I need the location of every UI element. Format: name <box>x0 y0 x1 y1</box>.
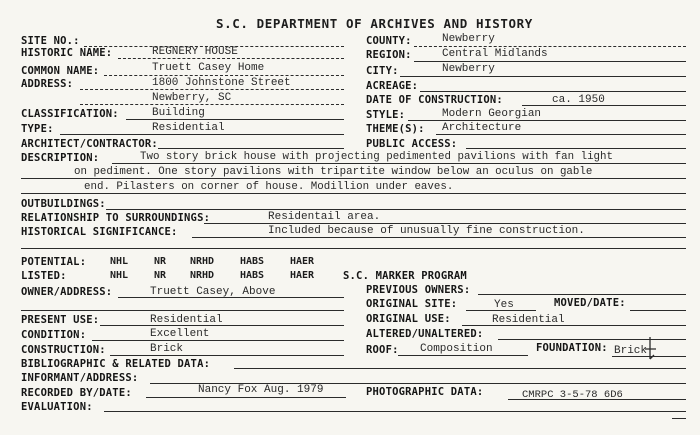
description-label: DESCRIPTION: <box>21 152 100 164</box>
listed-habs[interactable]: HABS <box>240 270 265 281</box>
date-construction-label: DATE OF CONSTRUCTION: <box>366 94 503 106</box>
outbuildings-line <box>106 209 686 210</box>
condition-label: CONDITION: <box>21 329 87 341</box>
potential-habs[interactable]: HABS <box>240 256 265 267</box>
listed-haer[interactable]: HAER <box>290 270 315 281</box>
common-name-line <box>104 75 344 76</box>
photographic-value: CMRPC 3-5-78 6D6 <box>522 389 623 401</box>
construction-label: CONSTRUCTION: <box>21 344 106 356</box>
listed-nhl[interactable]: NHL <box>110 270 129 281</box>
previous-owners-line <box>478 294 686 295</box>
date-construction-value: ca. 1950 <box>552 94 605 106</box>
form-header: S.C. DEPARTMENT OF ARCHIVES AND HISTORY <box>216 16 533 31</box>
bibliography-line <box>234 368 686 369</box>
relationship-label: RELATIONSHIP TO SURROUNDINGS: <box>21 212 211 224</box>
potential-nr[interactable]: NR <box>154 256 167 267</box>
condition-line <box>92 340 344 341</box>
acreage-label: ACREAGE: <box>366 80 419 92</box>
city-value: Newberry <box>442 63 495 75</box>
marker-program-label: S.C. MARKER PROGRAM <box>343 270 467 282</box>
significance-label: HISTORICAL SIGNIFICANCE: <box>21 226 178 238</box>
themes-value: Architecture <box>442 122 522 134</box>
construction-value: Brick <box>150 343 184 355</box>
address-line1-value: 1800 Johnstone Street <box>152 77 291 89</box>
altered-label: ALTERED/UNALTERED: <box>366 328 484 340</box>
owner-address-line1 <box>118 297 344 298</box>
listed-label: LISTED: <box>21 270 67 282</box>
potential-nhl[interactable]: NHL <box>110 256 129 267</box>
description-line2: on pediment. One story pavilions with tripartite window below an oculus on gable <box>74 166 593 178</box>
type-label: TYPE: <box>21 123 54 135</box>
roof-value: Composition <box>420 343 493 355</box>
city-line <box>400 76 686 77</box>
description-line3: end. Pilasters on corner of house. Modillion under eaves. <box>84 181 454 193</box>
architect-label: ARCHITECT/CONTRACTOR: <box>21 138 158 150</box>
address-line2-value: Newberry, SC <box>152 92 232 104</box>
original-use-line <box>462 325 686 326</box>
date-construction-line <box>522 105 686 106</box>
type-value: Residential <box>152 122 225 134</box>
common-name-value: Truett Casey Home <box>152 62 265 74</box>
bibliography-label: BIBLIOGRAPHIC & RELATED DATA: <box>21 358 211 370</box>
significance-line <box>192 237 686 238</box>
city-label: CITY: <box>366 65 399 77</box>
classification-label: CLASSIFICATION: <box>21 108 119 120</box>
section-divider <box>21 248 686 249</box>
historic-name-line <box>118 58 344 59</box>
moved-date-line <box>630 310 686 311</box>
original-site-value: Yes <box>494 299 514 311</box>
evaluation-line <box>104 411 686 412</box>
architect-line <box>158 148 344 149</box>
public-access-label: PUBLIC ACCESS: <box>366 138 458 150</box>
type-line <box>60 134 344 135</box>
present-use-line <box>100 325 344 326</box>
county-line <box>414 46 686 47</box>
historic-name-label: HISTORIC NAME: <box>21 47 113 59</box>
potential-label: POTENTIAL: <box>21 256 87 268</box>
original-use-label: ORIGINAL USE: <box>366 313 451 325</box>
roof-line <box>398 355 528 356</box>
owner-address-value: Truett Casey, Above <box>150 286 276 298</box>
style-label: STYLE: <box>366 109 406 121</box>
listed-nr[interactable]: NR <box>154 270 167 281</box>
original-site-line <box>466 310 536 311</box>
significance-value: Included because of unusually fine construction. <box>268 225 585 237</box>
informant-label: INFORMANT/ADDRESS: <box>21 372 139 384</box>
historic-name-value: REGNERY HOUSE <box>152 46 238 58</box>
description-rule3 <box>21 193 686 194</box>
description-rule1 <box>112 163 686 164</box>
foundation-label: FOUNDATION: <box>536 342 608 354</box>
classification-value: Building <box>152 107 205 119</box>
potential-haer[interactable]: HAER <box>290 256 315 267</box>
region-value: Central Midlands <box>442 48 548 60</box>
potential-nrhd[interactable]: NRHD <box>190 256 215 267</box>
public-access-line <box>466 148 686 149</box>
recorded-by-value: Nancy Fox Aug. 1979 <box>198 384 324 396</box>
condition-value: Excellent <box>150 328 210 340</box>
themes-label: THEME(S): <box>366 123 425 135</box>
original-use-value: Residential <box>492 314 565 326</box>
corner-tick <box>672 418 686 419</box>
description-line1: Two story brick house with projecting pedimented pavilions with fan light <box>140 151 613 163</box>
relationship-value: Residentail area. <box>268 211 381 223</box>
address-line1 <box>80 89 344 90</box>
photographic-label: PHOTOGRAPHIC DATA: <box>366 386 484 398</box>
classification-line <box>126 119 344 120</box>
present-use-value: Residential <box>150 314 223 326</box>
site-no-label: SITE NO.: <box>21 35 80 47</box>
present-use-label: PRESENT USE: <box>21 314 100 326</box>
construction-line <box>110 355 344 356</box>
address-label: ADDRESS: <box>21 78 74 90</box>
listed-nrhd[interactable]: NRHD <box>190 270 215 281</box>
previous-owners-label: PREVIOUS OWNERS: <box>366 284 471 296</box>
moved-date-label: MOVED/DATE: <box>554 297 626 309</box>
roof-label: ROOF: <box>366 344 399 356</box>
foundation-value: Brick <box>614 345 648 357</box>
recorded-by-line <box>146 397 346 398</box>
original-site-label: ORIGINAL SITE: <box>366 298 458 310</box>
acreage-line <box>420 91 686 92</box>
county-label: COUNTY: <box>366 35 412 47</box>
relationship-line <box>204 223 686 224</box>
owner-address-label: OWNER/ADDRESS: <box>21 286 113 298</box>
evaluation-label: EVALUATION: <box>21 401 93 413</box>
hand-mark-icon <box>642 335 664 361</box>
common-name-label: COMMON NAME: <box>21 65 100 77</box>
county-value: Newberry <box>442 33 495 45</box>
photographic-line <box>508 399 686 400</box>
owner-address-line2 <box>21 310 344 311</box>
address-line2 <box>80 104 344 105</box>
style-line <box>408 120 686 121</box>
region-line <box>414 61 686 62</box>
themes-line <box>436 134 686 135</box>
style-value: Modern Georgian <box>442 108 542 120</box>
region-label: REGION: <box>366 49 412 61</box>
description-rule2 <box>21 178 686 179</box>
outbuildings-label: OUTBUILDINGS: <box>21 198 106 210</box>
recorded-by-label: RECORDED BY/DATE: <box>21 387 132 399</box>
